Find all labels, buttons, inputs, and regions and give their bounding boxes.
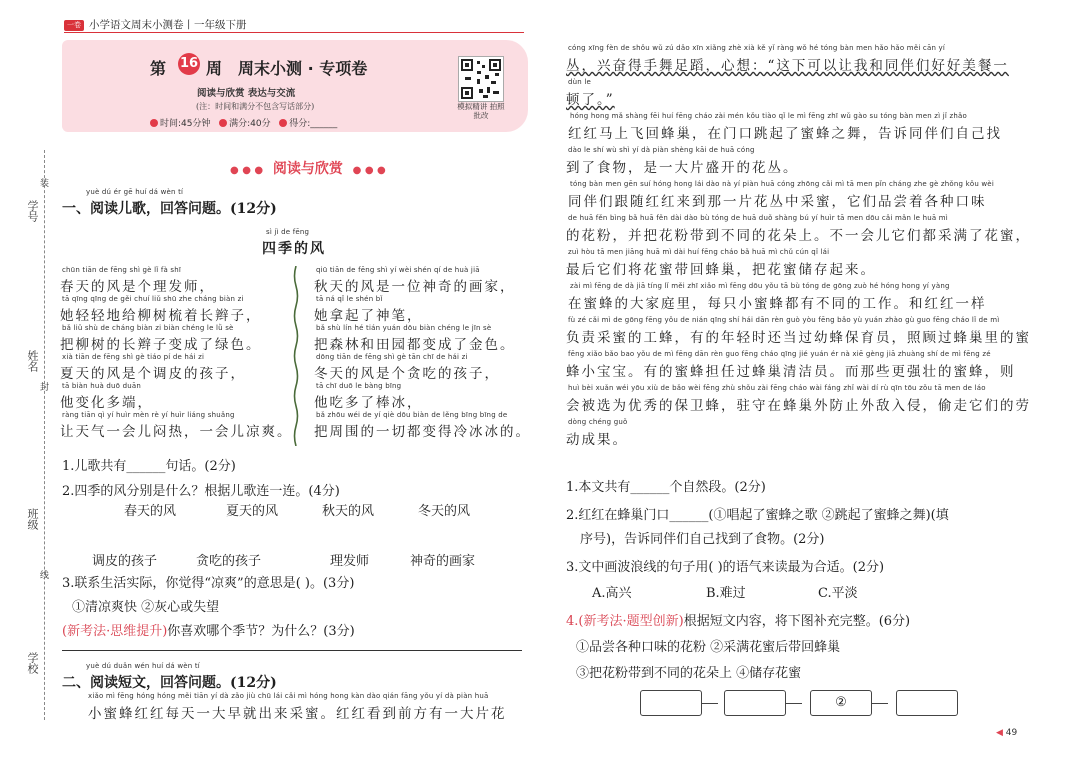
poem-line-pinyin: qiū tiān de fēng shì yí wèi shén qí de huà jiā bbox=[316, 266, 480, 274]
banner-note: (注：时间和满分不包含写话部分) bbox=[196, 102, 315, 111]
margin-label-class: 班级 bbox=[26, 508, 39, 530]
page-arrow-icon: ◀ bbox=[996, 728, 1006, 738]
week-prefix: 第 bbox=[150, 59, 167, 78]
q2-3-option[interactable]: A.高兴 bbox=[592, 586, 632, 601]
story-line: 顿了。” bbox=[566, 92, 615, 108]
q2-1: 1.本文共有______个自然段。(2分) bbox=[566, 480, 766, 495]
story-line-pinyin: huì bèi xuǎn wéi yōu xiù de bǎo wèi fēng zhù shǒu zài fēng cháo wài fáng zhǐ wài dí rù qīn tōu zǒu tā men de láo bbox=[568, 384, 986, 392]
banner-title: 周末小测 · 专项卷 bbox=[238, 59, 368, 78]
poem-line-pinyin: bǎ shù lín hé tián yuán dōu biàn chéng le jīn sè bbox=[316, 324, 492, 332]
section-title: 阅读与欣赏 bbox=[272, 161, 343, 177]
story-line: 到了食物，是一大片盛开的花丛。 bbox=[566, 160, 799, 176]
flow-box[interactable] bbox=[640, 690, 702, 716]
qr-code-icon[interactable] bbox=[458, 56, 504, 102]
flow-arrow-icon bbox=[702, 703, 718, 704]
wind-item[interactable]: 秋天的风 bbox=[322, 504, 375, 519]
q1-4-text: 你喜欢哪个季节？为什么？(3分) bbox=[167, 624, 355, 639]
q2-pinyin: yuè dú duǎn wén huí dá wèn tí bbox=[86, 662, 200, 670]
poem-title-pinyin: sì jì de fēng bbox=[266, 228, 310, 236]
q2-3-option[interactable]: C.平淡 bbox=[818, 586, 858, 601]
story-line-pinyin: fù zé cǎi mì de gōng fēng yǒu de nián qīng shí hái dān rèn guò yòu fēng bǎo yù yuán zhào gù guo fēng cháo lǐ de mì bbox=[568, 316, 1000, 324]
q2-4-tag: 4.(新考法·题型创新) bbox=[566, 614, 684, 629]
q1-3: 3.联系生活实际，你觉得“凉爽”的意思是( )。(3分) bbox=[62, 576, 355, 591]
poem-line-pinyin: chūn tiān de fēng shì gè lǐ fà shī bbox=[62, 266, 182, 274]
role-item[interactable]: 调皮的孩子 bbox=[92, 554, 158, 569]
poem-line: 秋天的风是一位神奇的画家， bbox=[314, 279, 516, 295]
vine-divider bbox=[293, 266, 299, 446]
q2-2: 2.红红在蜂巢门口______(①唱起了蜜蜂之歌 ②跳起了蜜蜂之舞)(填 bbox=[566, 508, 949, 523]
story-line: 最后它们将花蜜带回蜂巢，把花蜜储存起来。 bbox=[566, 262, 876, 278]
role-item[interactable]: 神奇的画家 bbox=[410, 554, 476, 569]
poem-line: 夏天的风是个调皮的孩子， bbox=[60, 366, 246, 382]
story-line: 会被选为优秀的保卫蜂，驻守在蜂巢外防止外敌入侵，偷走它们的劳 bbox=[566, 398, 1031, 414]
story-line: 负责采蜜的工蜂，有的年轻时还当过幼蜂保育员，照顾过蜂巢里的蜜 bbox=[566, 330, 1031, 346]
q2-2-cont: 序号)，告诉同伴们自己找到了食物。(2分) bbox=[580, 532, 825, 547]
poem-line-pinyin: xià tiān de fēng shì gè tiáo pí de hái zi bbox=[62, 353, 205, 361]
binding-margin bbox=[0, 0, 58, 764]
q1-pinyin: yuè dú ér gē huí dá wèn tí bbox=[86, 188, 184, 196]
poem-line: 把柳树的长辫子变成了绿色。 bbox=[60, 337, 262, 353]
qr-caption: 模拟精讲 拍照批改 bbox=[457, 102, 505, 120]
q1-title: 一、阅读儿歌，回答问题。(12分) bbox=[62, 201, 277, 217]
q2-4 bbox=[566, 610, 910, 629]
poem-line-pinyin: tā biàn huà duō duān bbox=[62, 382, 141, 390]
binding-line bbox=[44, 150, 45, 720]
poem-line: 冬天的风是个贪吃的孩子， bbox=[314, 366, 500, 382]
header-title: 小学语文周末小测卷丨一年级下册 bbox=[89, 19, 247, 31]
dots-left-icon: ● ● ● bbox=[230, 165, 264, 176]
story-line-pinyin: dòng chéng guǒ bbox=[568, 418, 628, 426]
q1-1: 1.儿歌共有______句话。(2分) bbox=[62, 459, 236, 474]
story-line: 丛，兴奋得手舞足蹈，心想：“这下可以让我和同伴们好好美餐一 bbox=[566, 58, 1009, 74]
section-heading bbox=[230, 158, 386, 178]
poem-title: 四季的风 bbox=[262, 241, 326, 257]
banner-subtitle: 阅读与欣赏 表达与交流 bbox=[197, 88, 296, 99]
story-line: 红红马上飞回蜂巢，在门口跳起了蜜蜂之舞，告诉同伴们自己找 bbox=[568, 126, 1002, 142]
wind-item[interactable]: 夏天的风 bbox=[226, 504, 279, 519]
page-number-value: 49 bbox=[1005, 728, 1018, 738]
full-score: 满分:40分 bbox=[229, 119, 271, 129]
margin-label-name: 姓名 bbox=[26, 350, 39, 372]
margin-label-id: 学号 bbox=[26, 200, 39, 222]
story-line-1-pinyin: xiǎo mì fēng hóng hóng měi tiān yí dà zǎo jiù chū lái cǎi mì hóng hong kàn dào qián fāng yǒu yí dà piàn huā bbox=[88, 692, 489, 700]
q1-2: 2.四季的风分别是什么？根据儿歌连一连。(4分) bbox=[62, 484, 340, 499]
story-line: 在蜜蜂的大家庭里，每只小蜜蜂都有不同的工作。和红红一样 bbox=[568, 296, 987, 312]
story-line: 的花粉，并把花粉带到不同的花朵上。不一会儿它们都采满了花蜜， bbox=[566, 228, 1031, 244]
wind-item[interactable]: 冬天的风 bbox=[418, 504, 471, 519]
q2-4-options-1: ①品尝各种口味的花粉 ②采满花蜜后带回蜂巢 bbox=[576, 640, 841, 655]
story-line: 动成果。 bbox=[566, 432, 628, 448]
q1-4 bbox=[62, 620, 355, 639]
margin-label-school: 学校 bbox=[26, 652, 39, 674]
margin-seal-2: 封 bbox=[40, 383, 50, 393]
story-line-pinyin: dùn le bbox=[568, 78, 591, 86]
role-item[interactable]: 理发师 bbox=[330, 554, 370, 569]
flow-box[interactable]: ② bbox=[810, 690, 872, 716]
dots-right-icon: ● ● ● bbox=[352, 165, 386, 176]
q1-4-tag: (新考法·思维提升) bbox=[62, 624, 168, 639]
page-number bbox=[996, 728, 1017, 738]
q2-title: 二、阅读短文，回答问题。(12分) bbox=[62, 675, 277, 691]
story-line: 蜂小宝宝。有的蜜蜂担任过蜂巢清洁员。而那些更强壮的蜜蜂，则 bbox=[566, 364, 1016, 380]
flow-box[interactable] bbox=[896, 690, 958, 716]
flow-arrow-icon bbox=[872, 703, 888, 704]
story-line-pinyin: zuì hòu tā men jiāng huā mì dài huí fēng cháo bǎ huā mì chǔ cún qǐ lái bbox=[568, 248, 830, 256]
story-line-pinyin: de huā fěn bìng bǎ huā fěn dài dào bù tóng de huā duǒ shàng bú yí huìr tā men dōu cǎi mǎn le huā mì bbox=[568, 214, 948, 222]
q2-4-text: 根据短文内容，将下图补充完整。(6分) bbox=[683, 614, 911, 629]
poem-line-pinyin: ràng tiān qì yí huìr mèn rè yí huìr liáng shuǎng bbox=[62, 411, 235, 419]
story-line-pinyin: hóng hong mǎ shàng fēi huí fēng cháo zài mén kǒu tiào qǐ le mì fēng zhī wǔ gào su tóng bàn men zì jǐ zhǎo bbox=[570, 112, 967, 120]
story-line-1: 小蜜蜂红红每天一大早就出来采蜜。红红看到前方有一大片花 bbox=[88, 706, 507, 722]
flow-arrow-icon bbox=[786, 703, 802, 704]
poem-line-pinyin: tā ná qǐ le shén bǐ bbox=[316, 295, 383, 303]
week-number-badge: 16 bbox=[178, 53, 200, 75]
margin-seal-3: 线 bbox=[40, 571, 50, 581]
poem-line: 他吃多了棒冰， bbox=[314, 395, 423, 411]
story-line-pinyin: cóng xīng fèn de shǒu wǔ zú dǎo xīn xiǎng zhè xià kě yǐ ràng wǒ hé tóng bàn men hǎo hǎo měi cān yí bbox=[568, 44, 945, 52]
story-line-pinyin: fēng xiǎo bǎo bao yǒu de mì fēng dān rèn guo fēng cháo qīng jié yuán ér nà xiē gèng jiā zhuàng shí de mì fēng zé bbox=[568, 350, 991, 358]
poem-line-pinyin: tā qīng qīng de gěi chuí liǔ shū zhe cháng biàn zi bbox=[62, 295, 244, 303]
poem-line: 她拿起了神笔， bbox=[314, 308, 423, 324]
poem-line-pinyin: bǎ zhōu wéi de yí qiè dōu biàn de lěng bīng bīng de bbox=[316, 411, 508, 419]
poem-line: 他变化多端， bbox=[60, 395, 153, 411]
header-rule bbox=[64, 32, 524, 33]
score-field: 得分:______ bbox=[289, 119, 338, 129]
q1-3-options[interactable]: ①清凉爽快 ②灰心或失望 bbox=[72, 600, 220, 615]
poem-line: 让天气一会儿闷热，一会儿凉爽。 bbox=[60, 424, 293, 440]
poem-line-pinyin: tā chī duō le bàng bīng bbox=[316, 382, 402, 390]
wind-item[interactable]: 春天的风 bbox=[124, 504, 177, 519]
poem-line-pinyin: bǎ liǔ shù de cháng biàn zi biàn chéng le lǜ sè bbox=[62, 324, 234, 332]
week-suffix: 周 bbox=[206, 59, 223, 78]
time-limit: 时间:45分钟 bbox=[160, 119, 211, 129]
story-line-pinyin: zài mì fēng de dà jiā tíng lǐ měi zhī xiǎo mì fēng dōu yǒu tā bù tóng de gōng zuò hé hóng hong yí yàng bbox=[570, 282, 950, 290]
header-tag: 一卷 bbox=[64, 20, 84, 31]
banner-meta bbox=[150, 116, 337, 129]
poem-line-pinyin: dōng tiān de fēng shì gè tān chī de hái zi bbox=[316, 353, 468, 361]
poem-line: 她轻轻地给柳树梳着长辫子， bbox=[60, 308, 262, 324]
role-item[interactable]: 贪吃的孩子 bbox=[196, 554, 262, 569]
flow-box[interactable] bbox=[724, 690, 786, 716]
pencil-icon bbox=[279, 119, 287, 127]
story-line-pinyin: dào le shí wù shì yí dà piàn shèng kāi de huā cóng bbox=[568, 146, 755, 154]
score-icon bbox=[219, 119, 227, 127]
poem-line: 把周围的一切都变得冷冰冰的。 bbox=[314, 424, 531, 440]
q1-4-answer-line[interactable] bbox=[62, 650, 522, 651]
q2-3-option[interactable]: B.难过 bbox=[706, 586, 746, 601]
poem-line: 把森林和田园都变成了金色。 bbox=[314, 337, 516, 353]
q2-4-options-2: ③把花粉带到不同的花朵上 ④储存花蜜 bbox=[576, 666, 802, 681]
q2-3: 3.文中画波浪线的句子用( )的语气来读最为合适。(2分) bbox=[566, 560, 885, 575]
story-line-pinyin: tóng bàn men gēn suí hóng hong lái dào nà yí piàn huā cóng zhōng cǎi mì tā men pǐn cháng zhe gè zhǒng kǒu wèi bbox=[570, 180, 994, 188]
story-line: 同伴们跟随红红来到那一片花丛中采蜜，它们品尝着各种口味 bbox=[568, 194, 987, 210]
poem-line: 春天的风是个理发师， bbox=[60, 279, 215, 295]
clock-icon bbox=[150, 119, 158, 127]
margin-seal-1: 装 bbox=[40, 179, 50, 189]
